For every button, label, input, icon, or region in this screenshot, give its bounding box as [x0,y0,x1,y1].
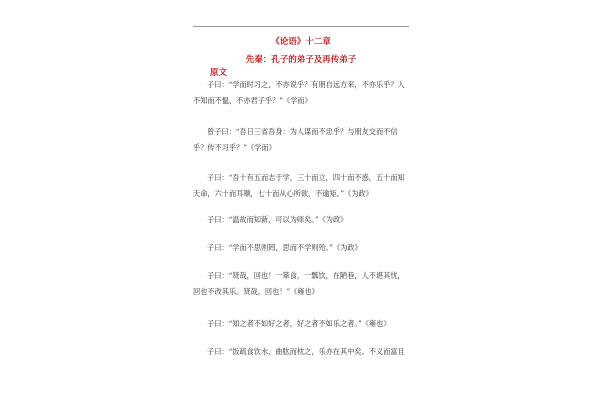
top-divider [193,26,409,27]
paragraph [193,240,409,256]
paragraph [193,316,409,332]
section-heading: 原文 [210,68,228,78]
paragraph [193,77,409,109]
paragraph-line: 子曰：“学而不思则罔，思而不学则殆。”《为政》 [207,243,362,252]
paragraph-line: 子曰：“饭疏食饮水，曲肱而枕之，乐亦在其中矣。不义而富且 [207,347,405,356]
paragraph-line: 曾子曰：“吾日三省吾身：为人谋而不忠乎？与朋友交而不信 [207,127,398,136]
paragraph-line: 子曰：“知之者不如好之者，好之者不如乐之者。”《雍也》 [207,319,391,328]
paragraph-line: 回也不改其乐。贤哉，回也！”《雍也》 [193,287,319,296]
document-subtitle: 先秦：孔子的弟子及再传弟子 [245,55,357,65]
paragraph-line: 子曰：“学而时习之，不亦说乎？有朋自远方来，不亦乐乎？人 [207,80,405,89]
paragraph [193,170,409,202]
paragraph [193,124,409,156]
paragraph [193,212,409,228]
paragraph [193,344,409,360]
paragraph-line: 子曰：“吾十有五而志于学，三十而立，四十而不惑，五十而知 [207,173,405,182]
paragraph-line: 天命，六十而耳顺，七十而从心所欲，不逾矩。”《为政》 [193,189,373,198]
document-title: 《论语》十二章 [271,37,331,47]
paragraph-line: 乎？传不习乎？”《学而》 [193,143,276,152]
paragraph [193,268,409,300]
paragraph-line: 不知而不愠，不亦君子乎？”《学而》 [193,96,312,105]
paragraph-line: 子曰：“温故而知新，可以为师矣。”《为政》 [207,215,348,224]
paragraph-line: 子曰：“贤哉，回也！一箪食，一瓢饮，在陋巷，人不堪其忧， [207,271,405,280]
